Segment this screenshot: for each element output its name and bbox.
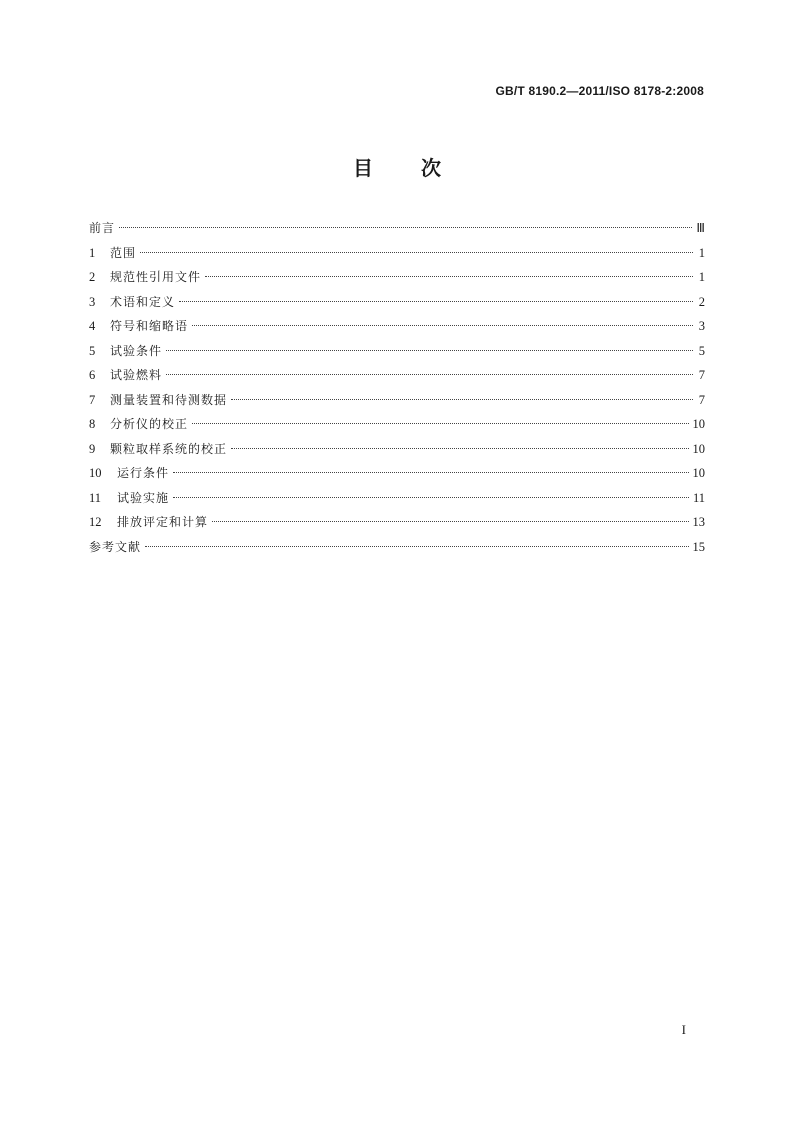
- toc-entry-page: 7: [698, 368, 705, 382]
- toc-entry-number: 6: [89, 368, 96, 382]
- toc-entry-label: 试验条件: [110, 343, 163, 358]
- toc-entry-1[interactable]: [89, 241, 705, 266]
- toc-entry-label: 试验实施: [117, 490, 170, 505]
- toc-entry-8[interactable]: [89, 412, 705, 437]
- toc-entry-label: 排放评定和计算: [117, 515, 209, 529]
- toc-entry-label: 测量装置和待测数据: [110, 392, 228, 407]
- toc-entry-page: 13: [692, 515, 705, 529]
- toc-entry-4[interactable]: [89, 314, 705, 339]
- toc-entry-9[interactable]: [89, 437, 705, 462]
- toc-entry-number: 7: [89, 392, 96, 407]
- toc-entry-page: 7: [698, 392, 705, 407]
- toc-entry-references[interactable]: [89, 535, 705, 560]
- toc-dot-leader: [166, 374, 693, 375]
- toc-entry-page: 2: [698, 294, 705, 309]
- toc-entry-page: 10: [692, 466, 705, 480]
- toc-entry-number: 11: [89, 490, 102, 505]
- toc-entry-label: 参考文献: [89, 539, 142, 554]
- toc-entry-6[interactable]: [89, 363, 705, 388]
- toc-entry-number: 2: [89, 270, 96, 284]
- toc-entry-5[interactable]: [89, 339, 705, 364]
- toc-entry-3[interactable]: [89, 290, 705, 315]
- toc-entry-page: 10: [692, 441, 705, 456]
- toc-entry-page: 11: [692, 490, 705, 505]
- toc-entry-number: 1: [89, 245, 96, 260]
- toc-title-char-2: 次: [421, 156, 441, 180]
- toc-entry-label: 规范性引用文件: [110, 270, 202, 284]
- toc-dot-leader: [145, 546, 688, 547]
- toc-entry-number: 12: [89, 515, 102, 529]
- page-number: I: [681, 1022, 686, 1037]
- toc-entry-2[interactable]: [89, 265, 705, 290]
- toc-entry-label: 试验燃料: [110, 368, 163, 382]
- toc-entry-number: 5: [89, 343, 96, 358]
- toc-dot-leader: [231, 399, 693, 400]
- toc-entry-number: 9: [89, 441, 96, 456]
- toc-dot-leader: [140, 252, 693, 253]
- toc-entry-label: 运行条件: [117, 466, 170, 480]
- toc-dot-leader: [179, 301, 693, 302]
- table-of-contents: [89, 216, 705, 559]
- toc-entry-label: 颗粒取样系统的校正: [110, 441, 228, 456]
- toc-entry-page: 15: [692, 539, 705, 554]
- toc-entry-page: Ⅲ: [696, 221, 705, 235]
- toc-entry-11[interactable]: [89, 486, 705, 511]
- toc-entry-page: 10: [692, 417, 705, 431]
- toc-dot-leader: [166, 350, 693, 351]
- toc-entry-page: 1: [698, 270, 705, 284]
- toc-entry-foreword[interactable]: [89, 216, 705, 241]
- toc-entry-number: 4: [89, 319, 96, 333]
- toc-entry-page: 3: [698, 319, 705, 333]
- toc-entry-label: 前言: [89, 221, 116, 235]
- toc-entry-number: 8: [89, 417, 96, 431]
- toc-entry-label: 术语和定义: [110, 294, 176, 309]
- toc-dot-leader: [212, 521, 688, 522]
- toc-entry-number: 10: [89, 466, 102, 480]
- toc-dot-leader: [192, 325, 693, 326]
- toc-entry-number: 3: [89, 294, 96, 309]
- toc-dot-leader: [192, 423, 688, 424]
- toc-title-char-1: 目: [353, 156, 373, 180]
- toc-dot-leader: [231, 448, 688, 449]
- toc-dot-leader: [173, 497, 689, 498]
- toc-entry-7[interactable]: [89, 388, 705, 413]
- standard-code: GB/T 8190.2—2011/ISO 8178-2:2008: [495, 84, 704, 98]
- toc-entry-page: 5: [698, 343, 705, 358]
- toc-dot-leader: [119, 227, 692, 228]
- toc-dot-leader: [173, 472, 688, 473]
- toc-entry-10[interactable]: [89, 461, 705, 486]
- toc-entry-label: 符号和缩略语: [110, 319, 189, 333]
- toc-dot-leader: [205, 276, 693, 277]
- toc-entry-label: 范围: [110, 245, 137, 260]
- toc-title: [0, 152, 794, 181]
- toc-entry-page: 1: [698, 245, 705, 260]
- toc-entry-12[interactable]: [89, 510, 705, 535]
- toc-entry-label: 分析仪的校正: [110, 417, 189, 431]
